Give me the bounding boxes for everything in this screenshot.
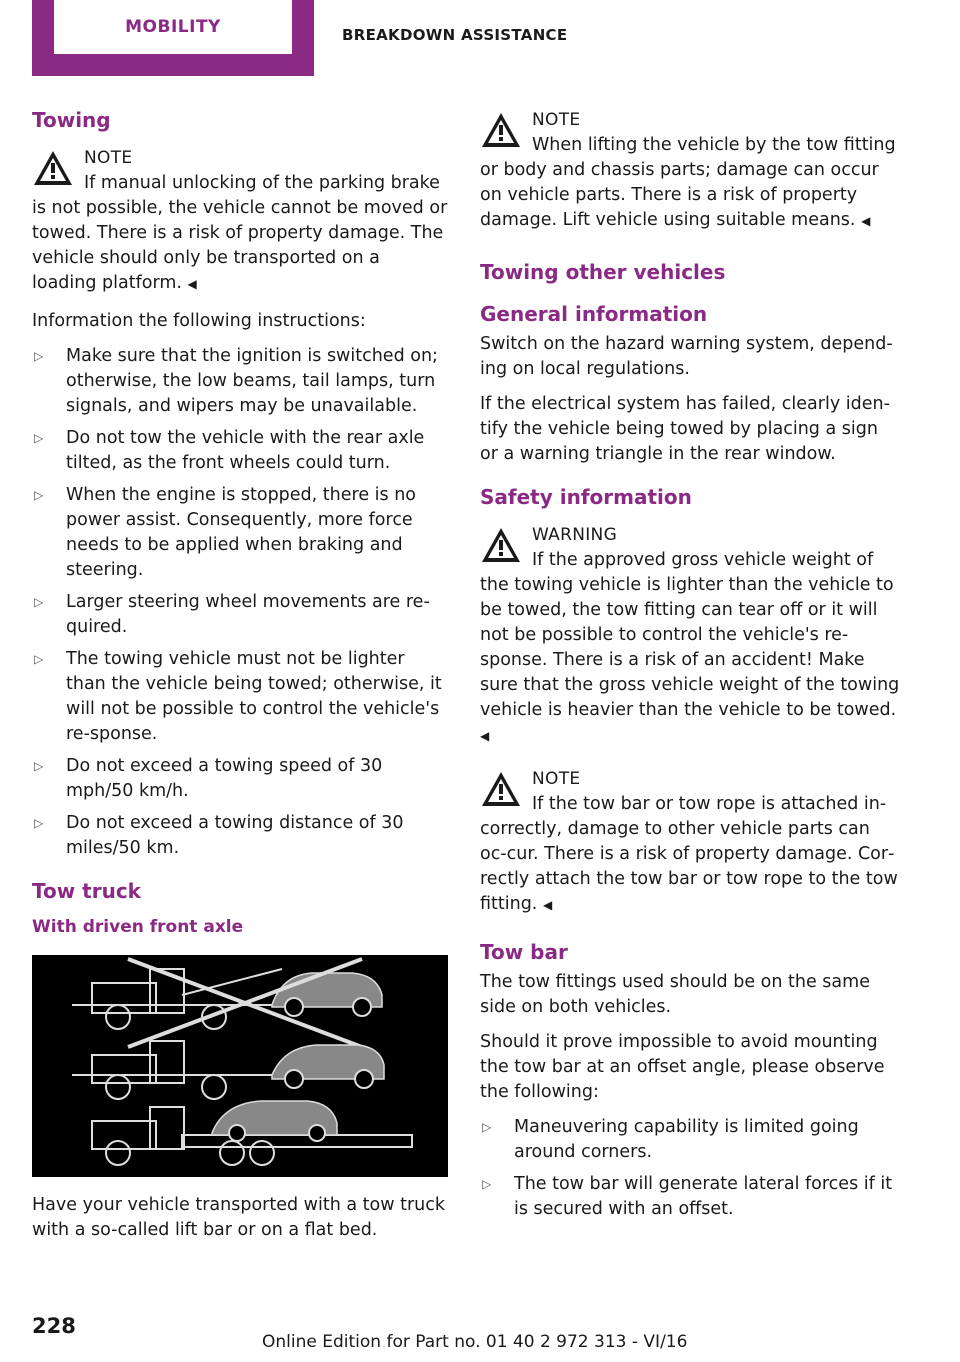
end-mark-icon: ◀ xyxy=(480,729,490,743)
bullet-icon: ▷ xyxy=(34,816,44,830)
bullet-icon: ▷ xyxy=(34,759,44,773)
list-item-text: Larger steering wheel movements are re‐quired. xyxy=(66,592,430,637)
tow-truck-illustration xyxy=(32,955,448,1177)
tow-truck-text: Have your vehicle transported with a tow truck with a so-called lift bar or on a flat bed. xyxy=(32,1195,445,1240)
list-item xyxy=(32,647,448,747)
bullet-icon: ▷ xyxy=(482,1177,492,1191)
general-p2: If the electrical system has failed, clearly iden‐tify the vehicle being towed by placing a sign or a warning triangle in the rear window. xyxy=(480,394,890,464)
tow-bar-heading: Tow bar xyxy=(480,940,568,964)
warning-label: WARNING xyxy=(532,525,618,545)
safety-info-heading: Safety information xyxy=(480,485,692,509)
page-number: 228 xyxy=(32,1314,76,1338)
warning-triangle-icon xyxy=(480,110,522,152)
tow-truck-heading: Tow truck xyxy=(32,879,141,903)
list-item xyxy=(480,1115,900,1165)
list-item xyxy=(32,590,448,640)
list-item-text: Make sure that the ignition is switched on; otherwise, the low beams, tail lamps, turn signals, and wipers may be unavailable. xyxy=(66,346,438,416)
list-item-text: Maneuvering capability is limited going around corners. xyxy=(514,1117,859,1162)
end-mark-icon: ◀ xyxy=(187,277,197,291)
tow-bar-list xyxy=(480,1115,900,1222)
towing-other-heading: Towing other vehicles xyxy=(480,260,726,284)
list-item-text: Do not exceed a towing distance of 30 miles/50 km. xyxy=(66,813,404,858)
instruction-list xyxy=(32,344,448,861)
warning-weight xyxy=(480,523,900,749)
chapter-label: MOBILITY xyxy=(125,17,221,37)
bullet-icon: ▷ xyxy=(482,1120,492,1134)
bullet-icon: ▷ xyxy=(34,595,44,609)
note-label: NOTE xyxy=(532,769,581,789)
note-text: When lifting the vehicle by the tow fitting or body and chassis parts; damage can occur on vehicle parts. There is a risk of property damage. Lift vehicle using suitable means. xyxy=(480,135,896,230)
note-text: If the tow bar or tow rope is attached in‐correctly, damage to other vehicle parts can oc‐cur. There is a risk of property damage. Cor‐rectly attach the tow bar or tow rope to the tow fitting. xyxy=(480,794,898,914)
list-item xyxy=(32,426,448,476)
left-column xyxy=(32,108,448,1253)
note-label: NOTE xyxy=(532,110,581,130)
note-lifting xyxy=(480,108,900,234)
right-column xyxy=(480,108,900,1230)
tow-bar-p2: Should it prove impossible to avoid mounting the tow bar at an offset angle, please observe the following: xyxy=(480,1032,885,1102)
warning-triangle-icon xyxy=(480,769,522,811)
list-item-text: When the engine is stopped, there is no power assist. Consequently, more force needs to be applied when braking and steering. xyxy=(66,485,416,580)
warning-text: If the approved gross vehicle weight of the towing vehicle is lighter than the vehicle to be towed, the tow fitting can tear off or it will not be possible to control the vehicle's re‐sponse. There is a risk of an accident! Make sure that the gross vehicle weight of the towing vehicle is heavier than the vehicle to be towed. xyxy=(480,550,900,720)
header-tab-inner xyxy=(54,0,292,54)
header-tab xyxy=(32,0,314,76)
note-parking-brake xyxy=(32,146,448,297)
list-item-text: The tow bar will generate lateral forces if it is secured with an offset. xyxy=(514,1174,893,1219)
list-item xyxy=(32,483,448,583)
bullet-icon: ▷ xyxy=(34,488,44,502)
edition-footer: Online Edition for Part no. 01 40 2 972 313 - VI/16 xyxy=(262,1332,688,1352)
list-item-text: The towing vehicle must not be lighter than the vehicle being towed; otherwise, it will not be possible to control the vehicle's re‐sponse. xyxy=(66,649,442,744)
list-item-text: Do not tow the vehicle with the rear axle tilted, as the front wheels could turn. xyxy=(66,428,425,473)
end-mark-icon: ◀ xyxy=(542,898,553,912)
list-item xyxy=(480,1172,900,1222)
note-text: If manual unlocking of the parking brake is not possible, the vehicle cannot be moved or towed. There is a risk of property damage. The vehicle should only be transported on a loading platform. xyxy=(32,173,448,293)
warning-triangle-icon xyxy=(32,148,74,190)
bullet-icon: ▷ xyxy=(34,349,44,363)
list-item xyxy=(32,344,448,419)
towing-heading: Towing xyxy=(32,108,111,132)
list-item-text: Do not exceed a towing speed of 30 mph/50 km/h. xyxy=(66,756,383,801)
front-axle-heading: With driven front axle xyxy=(32,917,244,937)
end-mark-icon: ◀ xyxy=(861,214,871,228)
bullet-icon: ▷ xyxy=(34,652,44,666)
general-p1: Switch on the hazard warning system, depend‐ing on local regulations. xyxy=(480,334,893,379)
general-info-heading: General information xyxy=(480,302,708,326)
note-label: NOTE xyxy=(84,148,133,168)
list-item xyxy=(32,811,448,861)
tow-bar-p1: The tow fittings used should be on the same side on both vehicles. xyxy=(480,972,870,1017)
section-label: BREAKDOWN ASSISTANCE xyxy=(342,26,568,44)
warning-triangle-icon xyxy=(480,525,522,567)
instructions-intro: Information the following instructions: xyxy=(32,311,366,331)
list-item xyxy=(32,754,448,804)
note-tow-bar xyxy=(480,767,900,918)
bullet-icon: ▷ xyxy=(34,431,44,445)
